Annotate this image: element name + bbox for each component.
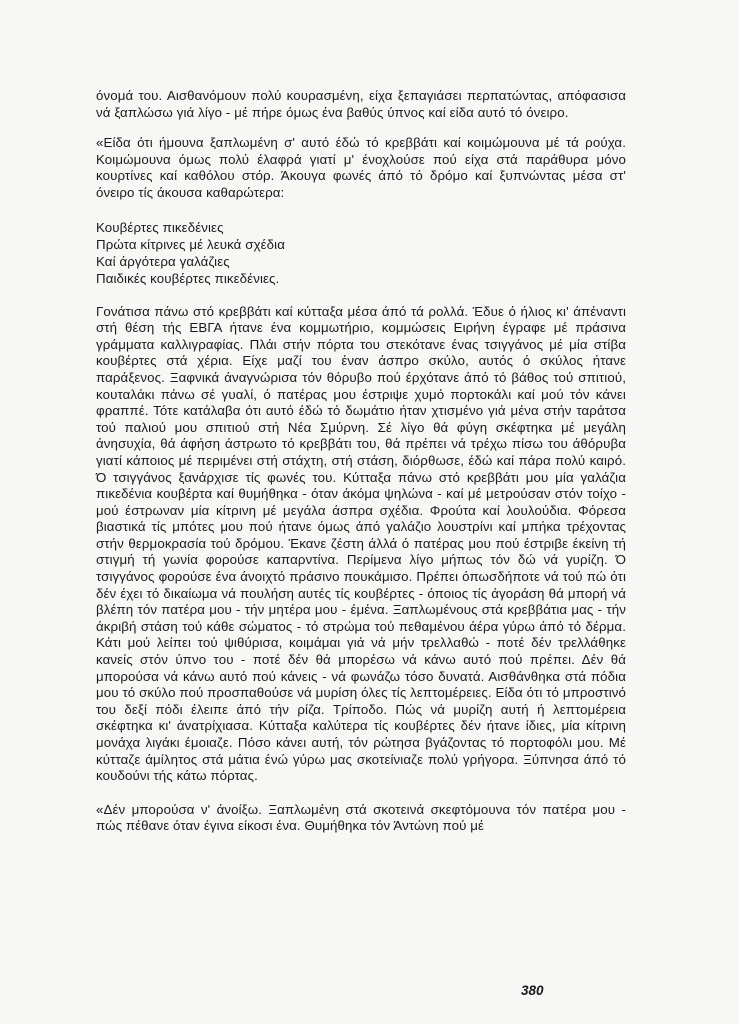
poem-line: Κουβέρτες πικεδένιες (96, 219, 224, 235)
poem-line: Καί άργότερα γαλάζιες (96, 253, 230, 269)
paragraph-1: όνομά του. Αισθανόμουν πολύ κουρασμένη, είχα ξεπαγιάσει περπατώντας, απόφασισα νά ξαπλώσω γιά λίγο - μέ πήρε όμως ένα βαθύς ύπνος καί είδα αυτό τό όνειρο. (96, 88, 626, 120)
poem-line: Παιδικές κουβέρτες πικεδένιες. (96, 270, 280, 286)
poem-block (96, 219, 626, 287)
page-number: 380 (521, 983, 544, 998)
poem-line: Πρώτα κίτρινες μέ λευκά σχέδια (96, 236, 286, 252)
paragraph-2: «Είδα ότι ήμουνα ξαπλωμένη σ' αυτό έδώ τό κρεββάτι καί κοιμώμουνα μέ τά ρούχα. Κοιμώμουνα όμως πολύ έλαφρά γιατί μ' ένοχλούσε πού είχα στά παράθυρα μόνο κουρτίνες καί καθόλου στόρ. Άκουγα φωνές άπό τό δρόμο καί ξυπνώντας μέσα στ' όνειρο τίς άκουσα καθαρώτερα: (96, 135, 626, 200)
paragraph-4: «Δέν μπορούσα ν' άνοίξω. Ξαπλωμένη στά σκοτεινά σκεφτόμουνα τόν πατέρα μου - πώς πέθανε όταν έγινα είκοσι ένα. Θυμήθηκα τόν Άντώνη πού μέ (96, 801, 626, 834)
paragraph-3: Γονάτισα πάνω στό κρεββάτι καί κύτταξα μέσα άπό τά ρολλά. Έδυε ό ήλιος κι' άπέναντι στή θέση τής ΕΒΓΑ ήτανε ένα κομμωτήριο, κομμώσεις Ειρήνη έγραφε μέ πράσινα γράμματα καλλιγραφίας. Πλάι στήν πόρτα του στεκότανε ένας τσιγγάνος μέ μία στίβα κουβέρτες στά χέρια. Είχε μαζί του έναν άσπρο σκύλο, αυτός ό σκύλος ήτανε παράξενος. Ξαφνικά άναγνώρισα τόν θόρυβο πού έρχότανε άπό τό βάθος τού σπιτιού, κουταλάκι πάνω σέ γυαλί, ό πατέρας μου έστριψε χυμό πορτοκάλι καί μού τόν κάνει φραππέ. Τότε κατάλαβα ότι αυτό έδώ τό δωμάτιο ήταν χτισμένο γιά μένα στήν ταράτσα τού παλιού μου σπιτιού στή Νέα Σμύρνη. Σέ λίγο θά φύγη σκέφτηκα μέ μεγάλη άνησυχία, θά άφήση άστρωτο τό κρεββάτι του, θά πρέπει νά τρέχω πίσω του άθόρυβα γιατί κάποιος μέ περιμένει στή στάχτη, στή στάση, διόρθωσε, έδώ καί πάρα πολύ καιρό. Ό τσιγγάνος ξανάρχισε τίς φωνές του. Κύτταξα πάνω στό κρεββάτι μου μία γαλάζια πικεδένια κουβέρτα καί θυμήθηκα - όταν άκόμα ψηλώνα - καί μέ μετρούσαν στόν τοίχο - μού έστρωναν μία κίτρινη μέ μεγάλα άσπρα σχέδια. Φρούτα καί λουλούδια. Φόρεσα βιαστικά τίς μπότες μου πού ήτανε όμως άπό γαλάζιο λουστρίνι καί μπήκα τρέχοντας στήν θερμοκρασία τού δρόμου. Έκανε ζέστη άλλά ό πατέρας μου πού έστριβε έκείνη τή στιγμή τή γωνία φορούσε καπαρντίνα. Περίμενα λίγο μήπως τόν δώ νά γυρίζη. Ό τσιγγάνος φορούσε ένα άνοιχτό πράσινο πουκάμισο. Πρέπει όπωσδήποτε νά τού πώ ότι δέν έχει τό δικαίωμα νά πουλήση αυτές τίς κουβέρτες - όποιος τίς άγοράση θά μπορή νά βλέπη τόν πατέρα μου - τήν μητέρα μου - έμένα. Ξαπλωμένους στά κρεββάτια μας - τήν άκριβή στάση τού κάθε σώματος - τό στρώμα τού πεθαμένου άέρα γύρω άπό τό δέρμα. Κάτι μού λείπει τού ψιθύρισα, κοιμάμαι γιά νά μήν τρελλαθώ - ποτέ δέν τρελλάθηκε κανείς στόν ύπνο του - ποτέ δέν θά μπορέσω νά κάνω αυτό πού πρέπει. Δέν θά μπορούσα νά κάνω αυτό πού κάνεις - νά φωνάζω τόσο δυνατά. Αισθάνθηκα στά πόδια μου τό σκύλο πού προσπαθούσε νά μυρίση όλες τίς λεπτομέρειες. Είδα ότι τό μπροστινό του δεξί πόδι έλειπε άπό τήν ρίζα. Τρίποδο. Πώς νά μυρίζη αυτή ή λεπτομέρεια σκέφτηκα κι' άνατρίχιασα. Κύτταξα καλύτερα τίς κουβέρτες δέν ήτανε ίδιες, μία κίτρινη μονάχα λιγάκι έμοιαζε. Πόσο κάνει αυτή, τόν ρώτησα βγάζοντας τό πορτοφόλι μου. Μέ κύτταζε άμίλητος στά μάτια ένώ γύρω μας σκοτείνιαζε πολύ γρήγορα. Ξύπνησα άπό τό κουδούνι τής κάτω πόρτας. (96, 303, 626, 784)
body-text (96, 88, 626, 835)
